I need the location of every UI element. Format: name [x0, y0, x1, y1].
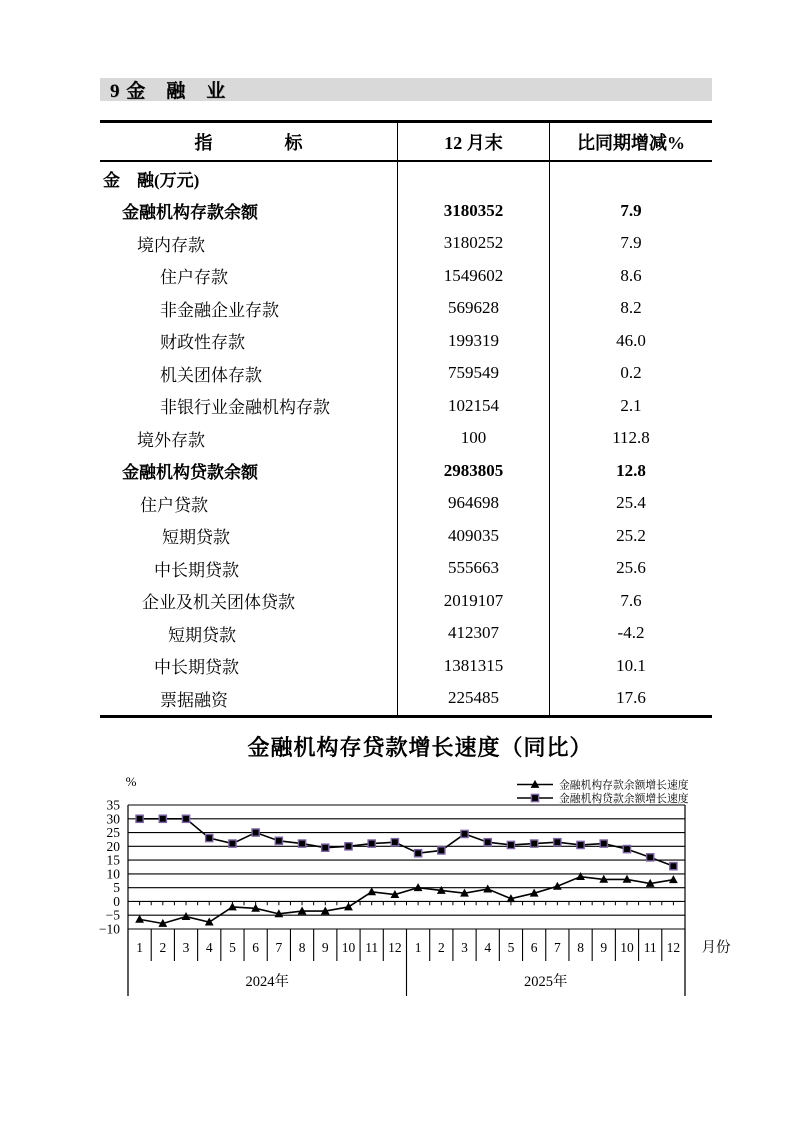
month-label: 9	[321, 940, 329, 955]
deposit-series-marker	[483, 884, 492, 892]
table-row	[100, 422, 712, 455]
month-label: 7	[275, 940, 283, 955]
y-tick-label: −10	[98, 921, 120, 937]
change-cell: 8.6	[620, 265, 642, 285]
month-label: 4	[205, 940, 213, 955]
deposit-series-marker	[576, 872, 585, 880]
deposit-series-marker	[135, 915, 144, 923]
growth-rate-line-chart	[0, 760, 793, 1010]
indicator-cell: 短期贷款	[100, 617, 398, 650]
loan-series-marker	[136, 815, 143, 822]
change-cell: 7.6	[620, 590, 642, 610]
y-tick-label: 35	[106, 797, 120, 813]
y-axis-unit-label: %	[125, 774, 137, 789]
change-cell: 25.6	[616, 558, 646, 578]
month-label: 6	[252, 940, 260, 955]
change-cell: 0.2	[620, 363, 642, 383]
deposit-series-marker	[344, 902, 353, 910]
value-cell: 759549	[398, 357, 550, 390]
change-cell: 112.8	[612, 428, 650, 448]
deposit-series-marker	[182, 912, 191, 920]
value-cell: 555663	[398, 552, 550, 585]
indicator-cell: 企业及机关团体贷款	[100, 585, 398, 618]
change-cell: 12.8	[616, 460, 646, 480]
value-cell: 569628	[398, 292, 550, 325]
loan-series-marker	[368, 840, 375, 847]
month-label: 11	[643, 940, 657, 955]
value-cell: 2983805	[398, 455, 550, 488]
table-row	[100, 162, 712, 195]
loan-series-marker	[438, 847, 445, 854]
table-row	[100, 650, 712, 683]
change-cell: 17.6	[616, 688, 646, 708]
month-label: 10	[341, 940, 356, 955]
value-cell: 409035	[398, 520, 550, 553]
section-header-bar	[100, 78, 712, 101]
loan-series-marker	[647, 854, 654, 861]
indicator-cell: 中长期贷款	[100, 552, 398, 585]
deposit-series-marker	[669, 875, 678, 883]
finance-table-header	[100, 123, 712, 162]
loan-series-marker	[531, 840, 538, 847]
indicator-cell: 票据融资	[100, 682, 398, 715]
loan-series-marker	[275, 837, 282, 844]
table-row	[100, 617, 712, 650]
indicator-cell: 非银行业金融机构存款	[100, 390, 398, 423]
month-label: 11	[365, 940, 379, 955]
y-tick-label: 5	[113, 880, 120, 896]
chart-title: 金融机构存贷款增长速度（同比）	[247, 735, 593, 760]
loan-series-marker	[229, 840, 236, 847]
month-label: 1	[136, 940, 143, 955]
month-label: 5	[229, 940, 236, 955]
deposit-series-marker	[414, 883, 423, 891]
y-tick-label: −5	[105, 907, 120, 923]
month-label: 2	[159, 940, 167, 955]
indicator-cell: 中长期贷款	[100, 650, 398, 683]
table-row	[100, 325, 712, 358]
value-cell: 199319	[398, 325, 550, 358]
y-tick-label: 15	[106, 852, 120, 868]
loan-series-marker	[461, 830, 468, 837]
indicator-cell: 住户存款	[100, 260, 398, 293]
table-row	[100, 260, 712, 293]
section-header-title: 9 金 融 业	[110, 81, 227, 102]
y-tick-label: 0	[113, 893, 120, 909]
loan-series-marker	[298, 840, 305, 847]
change-cell: 25.2	[616, 525, 646, 545]
table-row	[100, 292, 712, 325]
loan-series-marker	[252, 829, 259, 836]
x-axis-unit-label: 月份	[701, 940, 731, 956]
value-cell: 100	[398, 422, 550, 455]
value-cell	[398, 162, 550, 195]
indicator-cell: 短期贷款	[100, 520, 398, 553]
month-label: 3	[461, 940, 468, 955]
change-cell: -4.2	[617, 623, 645, 643]
table-row	[100, 455, 712, 488]
table-row	[100, 585, 712, 618]
loan-series-line	[140, 819, 674, 866]
table-row	[100, 357, 712, 390]
indicator-cell: 住户贷款	[100, 487, 398, 520]
finance-table-rows	[100, 162, 712, 715]
month-label: 9	[600, 940, 608, 955]
table-row	[100, 552, 712, 585]
table-row	[100, 520, 712, 553]
month-label: 5	[507, 940, 515, 955]
table-row	[100, 487, 712, 520]
change-cell: 46.0	[616, 330, 646, 350]
loan-series-marker	[182, 815, 189, 822]
month-label: 8	[577, 940, 584, 955]
deposit-series-line	[140, 877, 674, 924]
legend-label: 金融机构贷款余额增长速度	[559, 793, 689, 805]
month-label: 3	[182, 940, 190, 955]
loan-series-marker	[531, 794, 538, 801]
value-cell: 2019107	[398, 585, 550, 618]
change-cell: 7.9	[620, 233, 642, 253]
change-cell: 2.1	[620, 395, 642, 415]
indicator-cell: 境外存款	[100, 422, 398, 455]
indicator-cell: 金融机构贷款余额	[100, 455, 398, 488]
month-label: 1	[414, 940, 422, 955]
month-label: 2	[437, 940, 445, 955]
y-tick-label: 30	[106, 811, 120, 827]
loan-series-marker	[554, 839, 561, 846]
value-cell: 3180352	[398, 195, 550, 228]
deposit-series-marker	[367, 887, 376, 895]
month-label: 10	[620, 940, 634, 955]
loan-series-marker	[206, 834, 213, 841]
table-row	[100, 227, 712, 260]
year-label: 2024年	[245, 974, 289, 990]
value-cell: 412307	[398, 617, 550, 650]
col-header-indicator: 指 标	[100, 123, 398, 160]
month-label: 4	[484, 940, 492, 955]
month-label: 7	[553, 940, 561, 955]
col-header-dec-end: 12 月末	[398, 123, 550, 160]
loan-series-marker	[391, 839, 398, 846]
change-cell	[550, 162, 712, 195]
table-row	[100, 195, 712, 228]
value-cell: 102154	[398, 390, 550, 423]
loan-series-marker	[159, 815, 166, 822]
indicator-cell: 境内存款	[100, 227, 398, 260]
year-label: 2025年	[524, 974, 568, 990]
table-row	[100, 682, 712, 715]
month-label: 8	[298, 940, 306, 955]
y-tick-label: 25	[106, 825, 120, 841]
change-cell: 7.9	[620, 200, 642, 220]
loan-series-marker	[345, 843, 352, 850]
indicator-cell: 财政性存款	[100, 325, 398, 358]
loan-series-marker	[484, 839, 491, 846]
finance-table	[100, 120, 712, 718]
month-label: 12	[666, 940, 681, 955]
indicator-cell: 机关团体存款	[100, 357, 398, 390]
col-header-yoy-change: 比同期增减%	[577, 132, 685, 153]
change-cell: 10.1	[616, 655, 646, 675]
loan-series-marker	[415, 850, 422, 857]
loan-series-marker	[507, 841, 514, 848]
legend-label: 金融机构存款余额增长速度	[559, 779, 689, 792]
value-cell: 225485	[398, 682, 550, 715]
loan-series-marker	[577, 841, 584, 848]
loan-series-marker	[322, 844, 329, 851]
table-row	[100, 390, 712, 423]
month-label: 12	[388, 940, 402, 955]
value-cell: 1549602	[398, 260, 550, 293]
indicator-cell: 金 融(万元)	[100, 162, 398, 195]
change-cell: 25.4	[616, 493, 646, 513]
y-tick-label: 10	[106, 866, 120, 882]
value-cell: 964698	[398, 487, 550, 520]
loan-series-marker	[600, 840, 607, 847]
month-label: 6	[530, 940, 538, 955]
value-cell: 3180252	[398, 227, 550, 260]
y-tick-label: 20	[106, 838, 120, 854]
value-cell: 1381315	[398, 650, 550, 683]
change-cell: 8.2	[620, 298, 642, 318]
indicator-cell: 非金融企业存款	[100, 292, 398, 325]
indicator-cell: 金融机构存款余额	[100, 195, 398, 228]
loan-series-marker	[623, 845, 630, 852]
loan-series-marker	[670, 863, 677, 870]
